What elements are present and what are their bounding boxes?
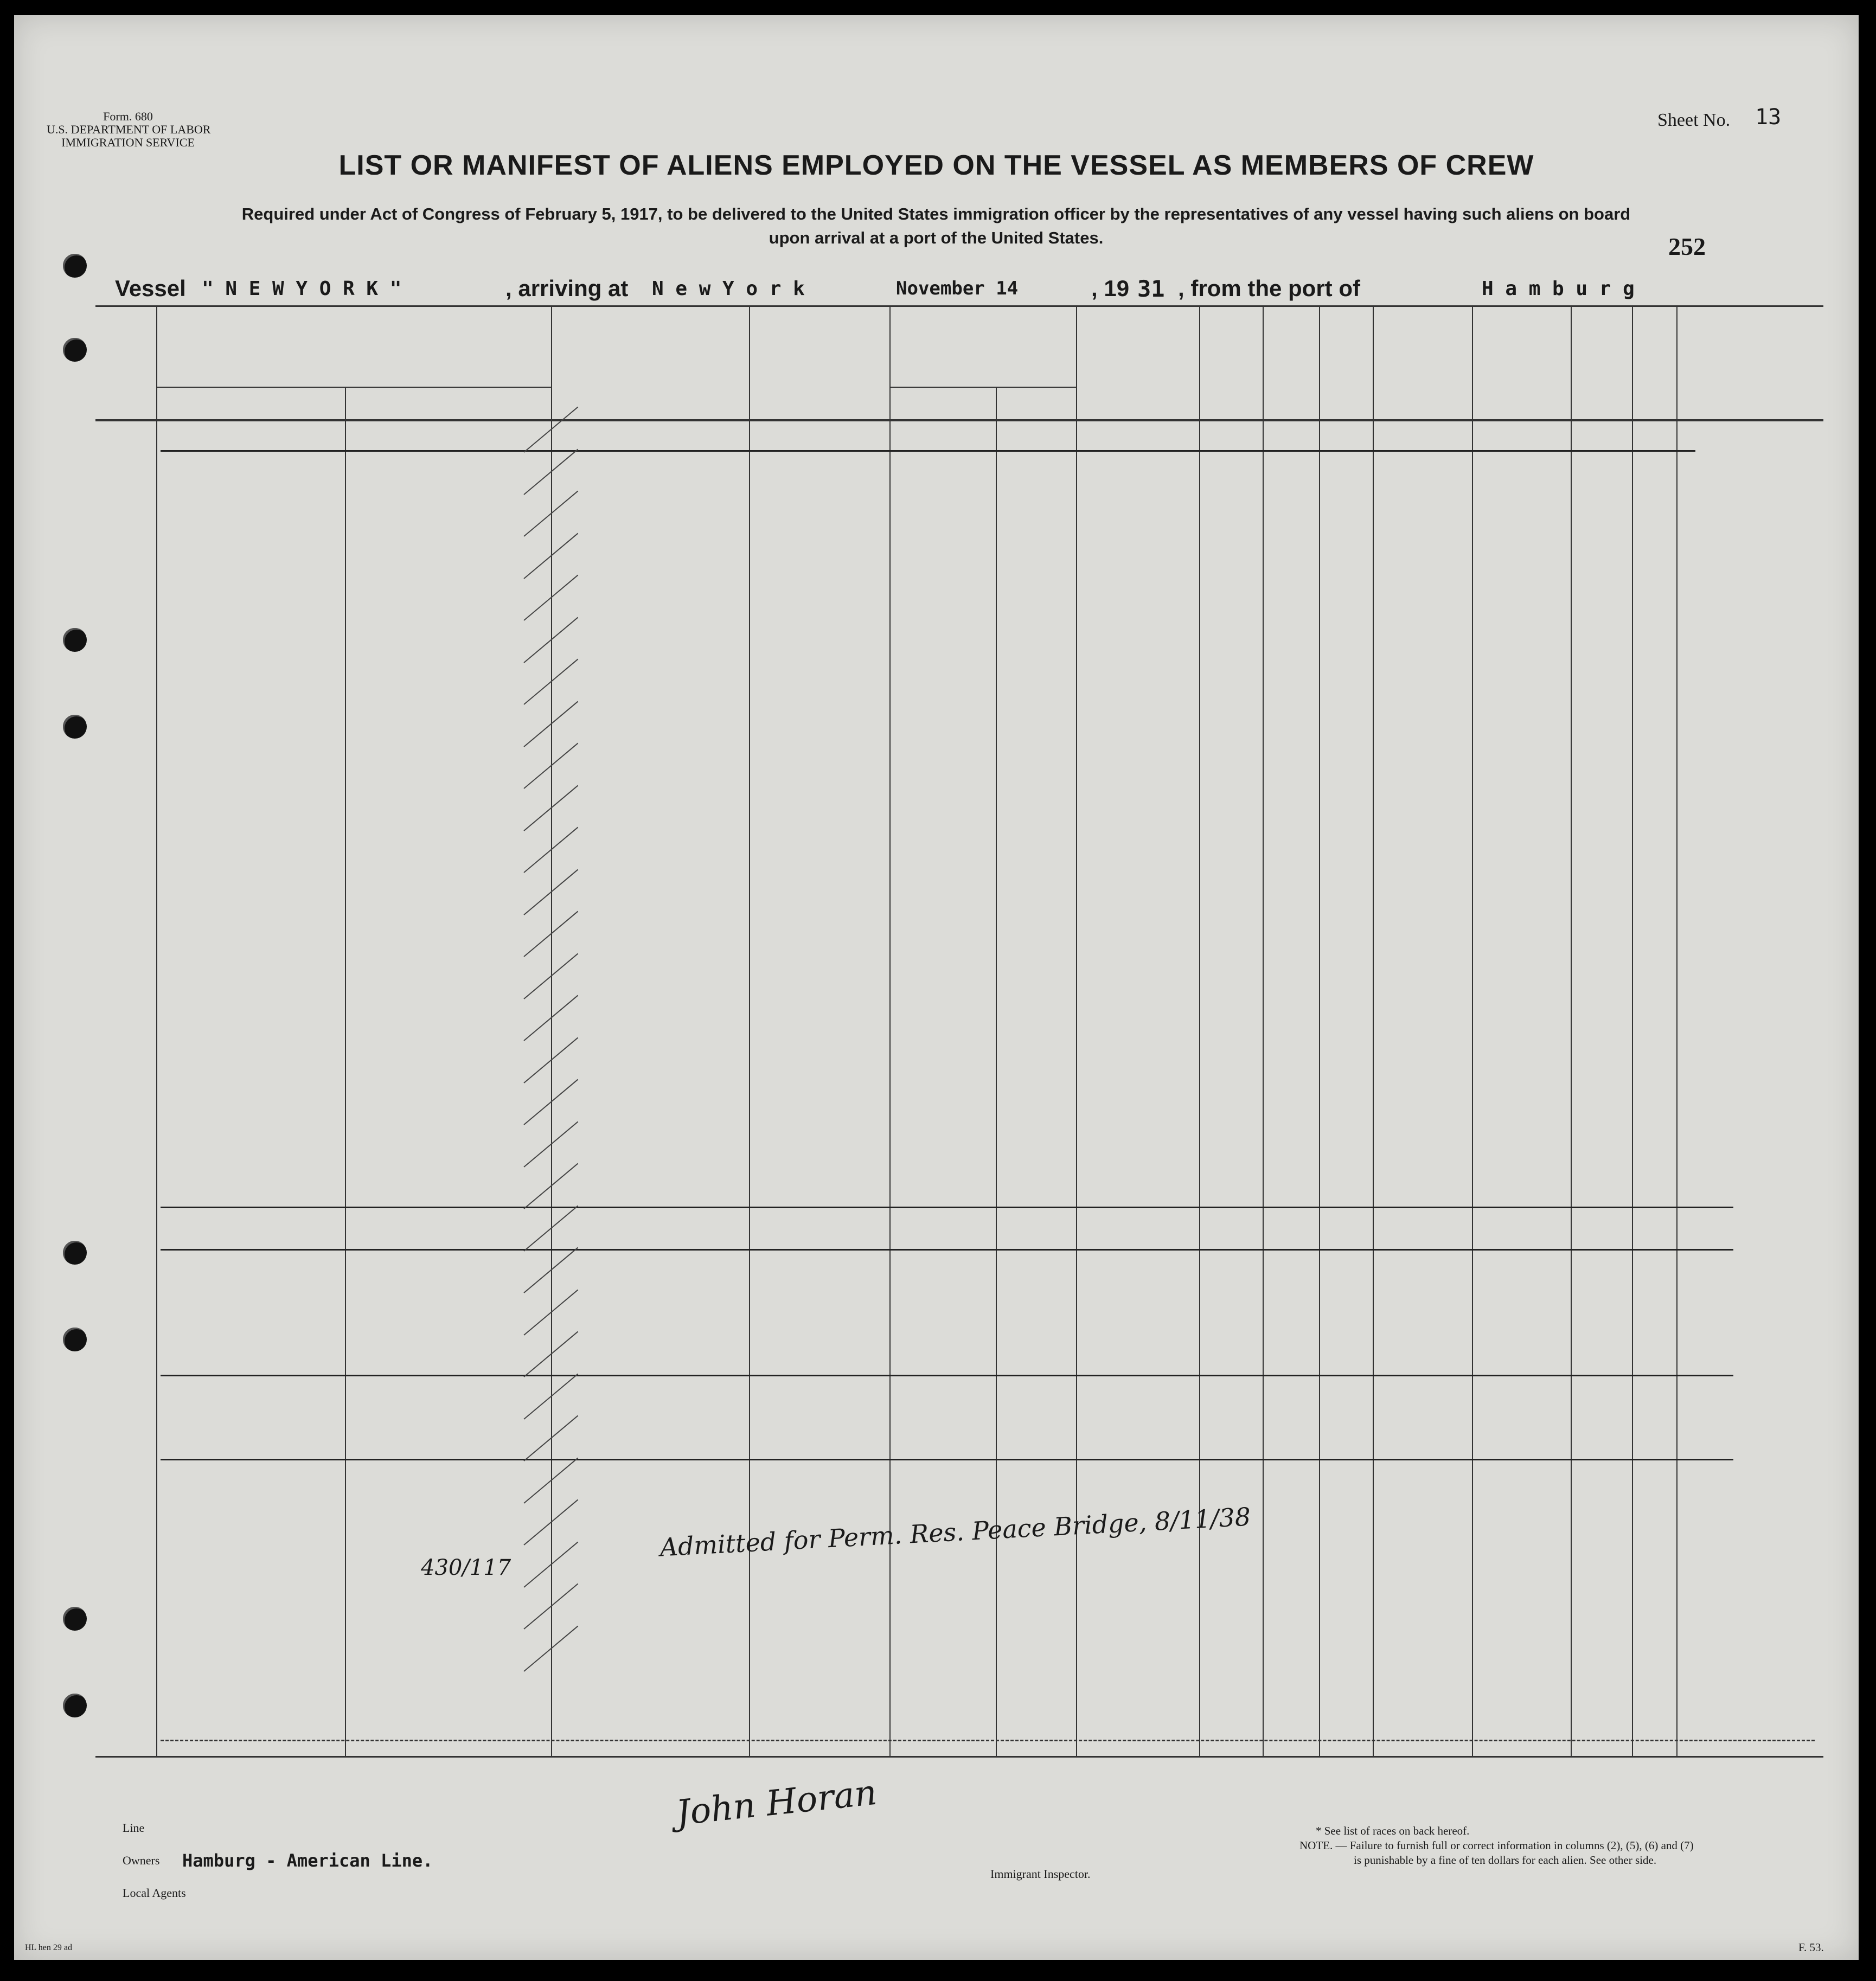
inspector-label: Immigrant Inspector. [990, 1867, 1091, 1881]
strikethrough-line [161, 1459, 1733, 1460]
vessel-name: " N E W Y O R K " [202, 278, 402, 300]
inspector-signature: John Horan [674, 1772, 879, 1834]
page-title: LIST OR MANIFEST OF ALIENS EMPLOYED ON THE VESSEL AS MEMBERS OF CREW [338, 150, 1534, 181]
owners-label: Owners [123, 1854, 160, 1867]
manifest-sheet [14, 15, 1859, 1960]
from-port-label: , from the port of [1178, 275, 1360, 301]
column-divider [1319, 305, 1320, 1756]
shipped-subheader-rule [889, 387, 1076, 388]
form-reference: F. 53. [1798, 1941, 1824, 1954]
fine-note-2: is punishable by a fine of ten dollars for each alien. See other side. [1354, 1854, 1657, 1867]
column-divider [1571, 305, 1572, 1756]
vessel-line [115, 275, 1851, 308]
vessel-label: Vessel [115, 275, 186, 301]
subtitle-line-2: upon arrival at a port of the United States. [769, 228, 1104, 247]
arrival-year: 31 [1137, 275, 1165, 302]
sheet-no-label: Sheet No. [1657, 110, 1731, 130]
form-number: Form. 680 [103, 110, 153, 123]
owners-value: Hamburg - American Line. [182, 1850, 433, 1871]
table-top-rule [95, 305, 1823, 307]
column-divider [156, 305, 157, 1756]
stamp-number: 252 [1668, 233, 1706, 260]
arriving-port: N e w Y o r k [652, 278, 805, 300]
admitted-annotation: Admitted for Perm. Res. Peace Bridge, 8/11/38 [659, 1502, 1252, 1562]
column-divider [1263, 305, 1264, 1756]
punch-hole [63, 1241, 87, 1265]
arrival-date: November 14 [896, 278, 1019, 299]
strikethrough-line [161, 1249, 1733, 1251]
table-header-rule [95, 419, 1823, 421]
races-note: * See list of races on back hereof. [1316, 1824, 1470, 1837]
end-of-list-rule [161, 1740, 1815, 1741]
punch-hole [63, 1607, 87, 1631]
column-divider [1472, 305, 1473, 1756]
punch-hole [63, 1694, 87, 1717]
name-subheader-rule [156, 387, 551, 388]
sheet-no-value: 13 [1755, 105, 1782, 130]
from-port: H a m b u r g [1482, 278, 1635, 300]
table-bottom-rule [95, 1756, 1823, 1758]
local-agents-label: Local Agents [123, 1886, 186, 1900]
arriving-label: , arriving at [505, 275, 629, 301]
column-divider [1373, 305, 1374, 1756]
column-divider [1676, 305, 1677, 1756]
line-label: Line [123, 1821, 145, 1835]
punch-hole [63, 254, 87, 278]
punch-hole [63, 628, 87, 652]
strikethrough-line [161, 1207, 1733, 1208]
strikethrough-line [161, 450, 1695, 452]
column-divider [996, 387, 997, 1756]
column-divider [1199, 305, 1200, 1756]
column-divider [1632, 305, 1633, 1756]
year-label: , 19 [1091, 275, 1130, 301]
column-divider [551, 305, 552, 1756]
department-name: U.S. DEPARTMENT OF LABOR [47, 123, 211, 136]
punch-hole [63, 338, 87, 362]
column-divider [345, 387, 346, 1756]
page-subtitle [101, 202, 1771, 250]
form-header [47, 110, 209, 149]
print-reference: HL hen 29 ad [25, 1943, 72, 1952]
file-number-annotation: 430/117 [421, 1555, 511, 1580]
punch-hole [63, 1328, 87, 1351]
punch-hole [63, 715, 87, 739]
subtitle-line-1: Required under Act of Congress of February 5, 1917, to be delivered to the United States immigration officer by the representatives of any vessel having such aliens on board [241, 204, 1631, 223]
fine-note-1: NOTE. — Failure to furnish full or correct information in columns (2), (5), (6) and (7) [1299, 1839, 1694, 1852]
strikethrough-line [161, 1375, 1733, 1376]
service-name: IMMIGRATION SERVICE [61, 136, 195, 149]
